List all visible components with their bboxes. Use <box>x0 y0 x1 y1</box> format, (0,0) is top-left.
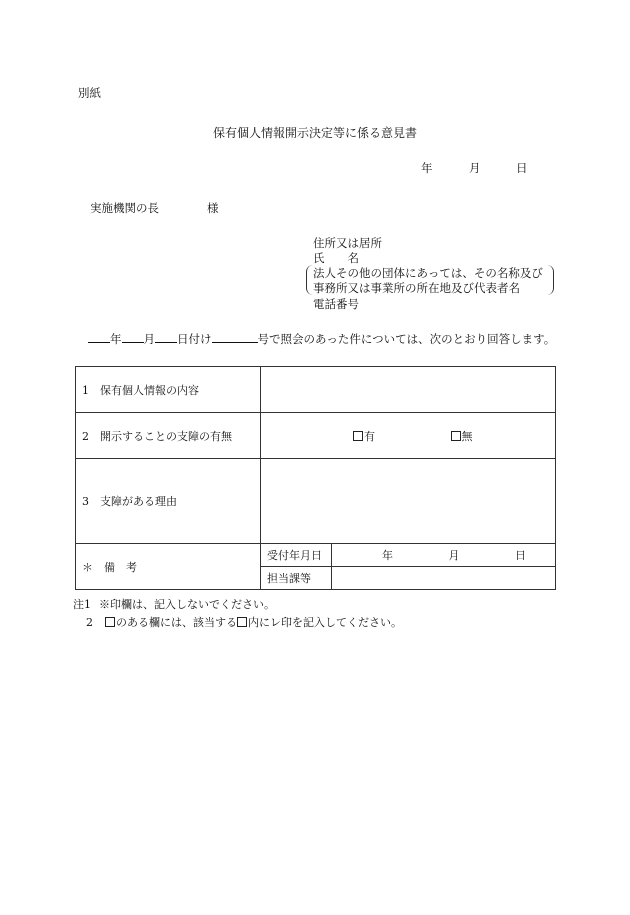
option-no-label: 無 <box>461 429 473 443</box>
blank-number[interactable] <box>212 330 258 343</box>
content-label: 1 保有個人情報の内容 <box>76 367 261 413</box>
note-1 <box>73 596 275 612</box>
document-title: 保有個人情報開示決定等に係る意見書 <box>212 126 417 140</box>
reason-cell[interactable] <box>261 459 556 544</box>
received-date-cell[interactable] <box>332 544 556 567</box>
department-label: 担当課等 <box>261 567 332 590</box>
note-2-pre: のある欄には、該当する <box>116 616 237 629</box>
received-year: 年 <box>382 549 393 562</box>
reason-label: 3 支障がある理由 <box>76 459 261 544</box>
checkbox-yes[interactable] <box>353 431 363 441</box>
sender-phone-label: 電話番号 <box>313 297 359 311</box>
addressee-name: 実施機関の長 <box>90 201 159 215</box>
body-month: 月 <box>143 332 155 346</box>
received-day: 日 <box>515 549 526 562</box>
blank-month[interactable] <box>122 330 144 343</box>
note-1-prefix: 注1 <box>73 598 91 611</box>
body-year: 年 <box>110 332 122 346</box>
date-year: 年 <box>421 161 433 175</box>
sender-address-label: 住所又は居所 <box>313 236 382 250</box>
addressee-honorific: 様 <box>207 201 219 215</box>
sender-corp-line1: 法人その他の団体にあっては、その名称及び <box>313 266 543 280</box>
received-date-label: 受付年月日 <box>261 544 332 567</box>
body-day-suffix: 日付け <box>177 332 212 346</box>
department-cell[interactable] <box>332 567 556 590</box>
blank-day[interactable] <box>155 330 177 343</box>
obstacle-cell <box>261 413 556 459</box>
remarks-label: ＊ 備 考 <box>76 544 261 590</box>
body-rest: 号で照会のあった件については、次のとおり回答します。 <box>257 332 556 346</box>
sender-corp-line2: 事務所又は事業所の所在地及び代表者名 <box>313 281 520 295</box>
date-day: 日 <box>516 161 528 175</box>
note-2-checkbox-icon <box>105 617 115 627</box>
received-month: 月 <box>448 549 460 562</box>
note-2 <box>86 614 402 630</box>
note-2-checkbox-icon-2 <box>237 617 247 627</box>
sender-name-label: 氏 名 <box>313 251 359 265</box>
obstacle-label: 2 開示することの支障の有無 <box>76 413 261 459</box>
content-cell[interactable] <box>261 367 556 413</box>
option-yes[interactable] <box>353 430 375 443</box>
attachment-label: 別紙 <box>78 86 101 100</box>
addressee <box>90 200 219 216</box>
option-no[interactable] <box>451 430 473 443</box>
option-yes-label: 有 <box>364 429 375 443</box>
note-1-text: ※印欄は、記入しないでください。 <box>99 598 275 611</box>
note-2-post: 内にレ印を記入してください。 <box>248 616 402 629</box>
body-paragraph <box>78 330 560 349</box>
date-month: 月 <box>469 161 481 175</box>
note-2-prefix: 2 <box>86 616 93 629</box>
response-table <box>75 366 556 590</box>
checkbox-no[interactable] <box>451 431 461 441</box>
blank-year[interactable] <box>88 330 110 343</box>
